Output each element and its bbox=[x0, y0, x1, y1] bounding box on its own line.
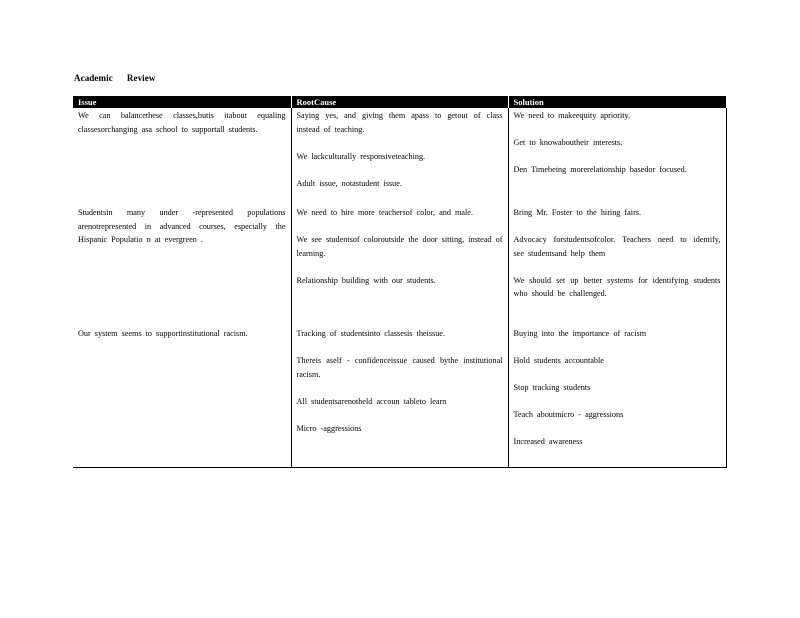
issue-cell bbox=[73, 108, 291, 205]
solution-text: Hold students accountable bbox=[513, 356, 604, 365]
solution-text: We should set up better systems for identifying students who should be challenged. bbox=[513, 275, 721, 298]
solution-text: Stop tracking students bbox=[513, 383, 591, 392]
solution-text: Increased awareness bbox=[513, 437, 583, 446]
solution-text: We need to makeequity apriority. bbox=[513, 111, 631, 120]
root-cause-text: Saying yes, and giving them apass to getout of class instead of teaching. bbox=[296, 111, 503, 134]
root-cause-text: We need to hire more teachersof color, and male. bbox=[296, 208, 473, 217]
issue-cell bbox=[73, 205, 291, 326]
root-cause-text: We lackculturally responsiveteaching. bbox=[296, 151, 426, 161]
root-cause-text: Tracking of studentsinto classesis theissue. bbox=[296, 329, 445, 338]
root-cause-text: All studentsarenotheld accoun tableto learn bbox=[296, 396, 447, 406]
solution-text: Get to knowaboutheir interests. bbox=[513, 138, 623, 147]
solution-text: Bring Mr. Foster to the hiring fairs. bbox=[513, 208, 642, 217]
root-cause-text: Micro -aggressions bbox=[296, 423, 362, 433]
root-cause-text: We see studentsof coloroutside the door sitting, instead of learning. bbox=[296, 235, 503, 258]
table-row bbox=[73, 205, 726, 326]
root-cause-cell bbox=[291, 205, 508, 326]
root-cause-text: Relationship building with our students. bbox=[296, 275, 436, 285]
solution-text: Den Timebeing morerelationship basedor focused. bbox=[513, 165, 687, 174]
issue-cell bbox=[73, 326, 291, 468]
review-table bbox=[73, 96, 727, 468]
root-cause-cell bbox=[291, 108, 508, 205]
solution-cell bbox=[508, 205, 726, 326]
issue-text: We can balancethese classes,butis itabout equaling classesorchanging asa school to supportall students. bbox=[78, 111, 286, 134]
solution-text: Buying into the importance of racism bbox=[513, 329, 647, 338]
solution-cell bbox=[508, 326, 726, 468]
document-title: Academic Review bbox=[74, 73, 156, 83]
solution-text: Teach aboutmicro - aggressions bbox=[513, 410, 624, 419]
header-issue: Issue bbox=[73, 96, 291, 108]
root-cause-text: Thereis aself - confidenceissue caused bythe institutional racism. bbox=[296, 356, 503, 379]
issue-text: Our system seems to supportinstitutional racism. bbox=[78, 329, 248, 338]
root-cause-cell bbox=[291, 326, 508, 468]
table-row bbox=[73, 108, 726, 205]
header-solution: Solution bbox=[508, 96, 726, 108]
root-cause-text: Adult issue, notastudent issue. bbox=[296, 178, 402, 188]
solution-cell bbox=[508, 108, 726, 205]
header-root-cause: RootCause bbox=[291, 96, 508, 108]
issue-text: Studentsin many under -represented populations arenotrepresented in advanced courses, especially the Hispanic Populatio n at evergreen . bbox=[78, 208, 286, 244]
table-header-row bbox=[73, 96, 726, 108]
table-row bbox=[73, 326, 726, 468]
solution-text: Advocacy forstudentsofcolor. Teachers need to identify, see studentsand help them bbox=[513, 235, 721, 258]
